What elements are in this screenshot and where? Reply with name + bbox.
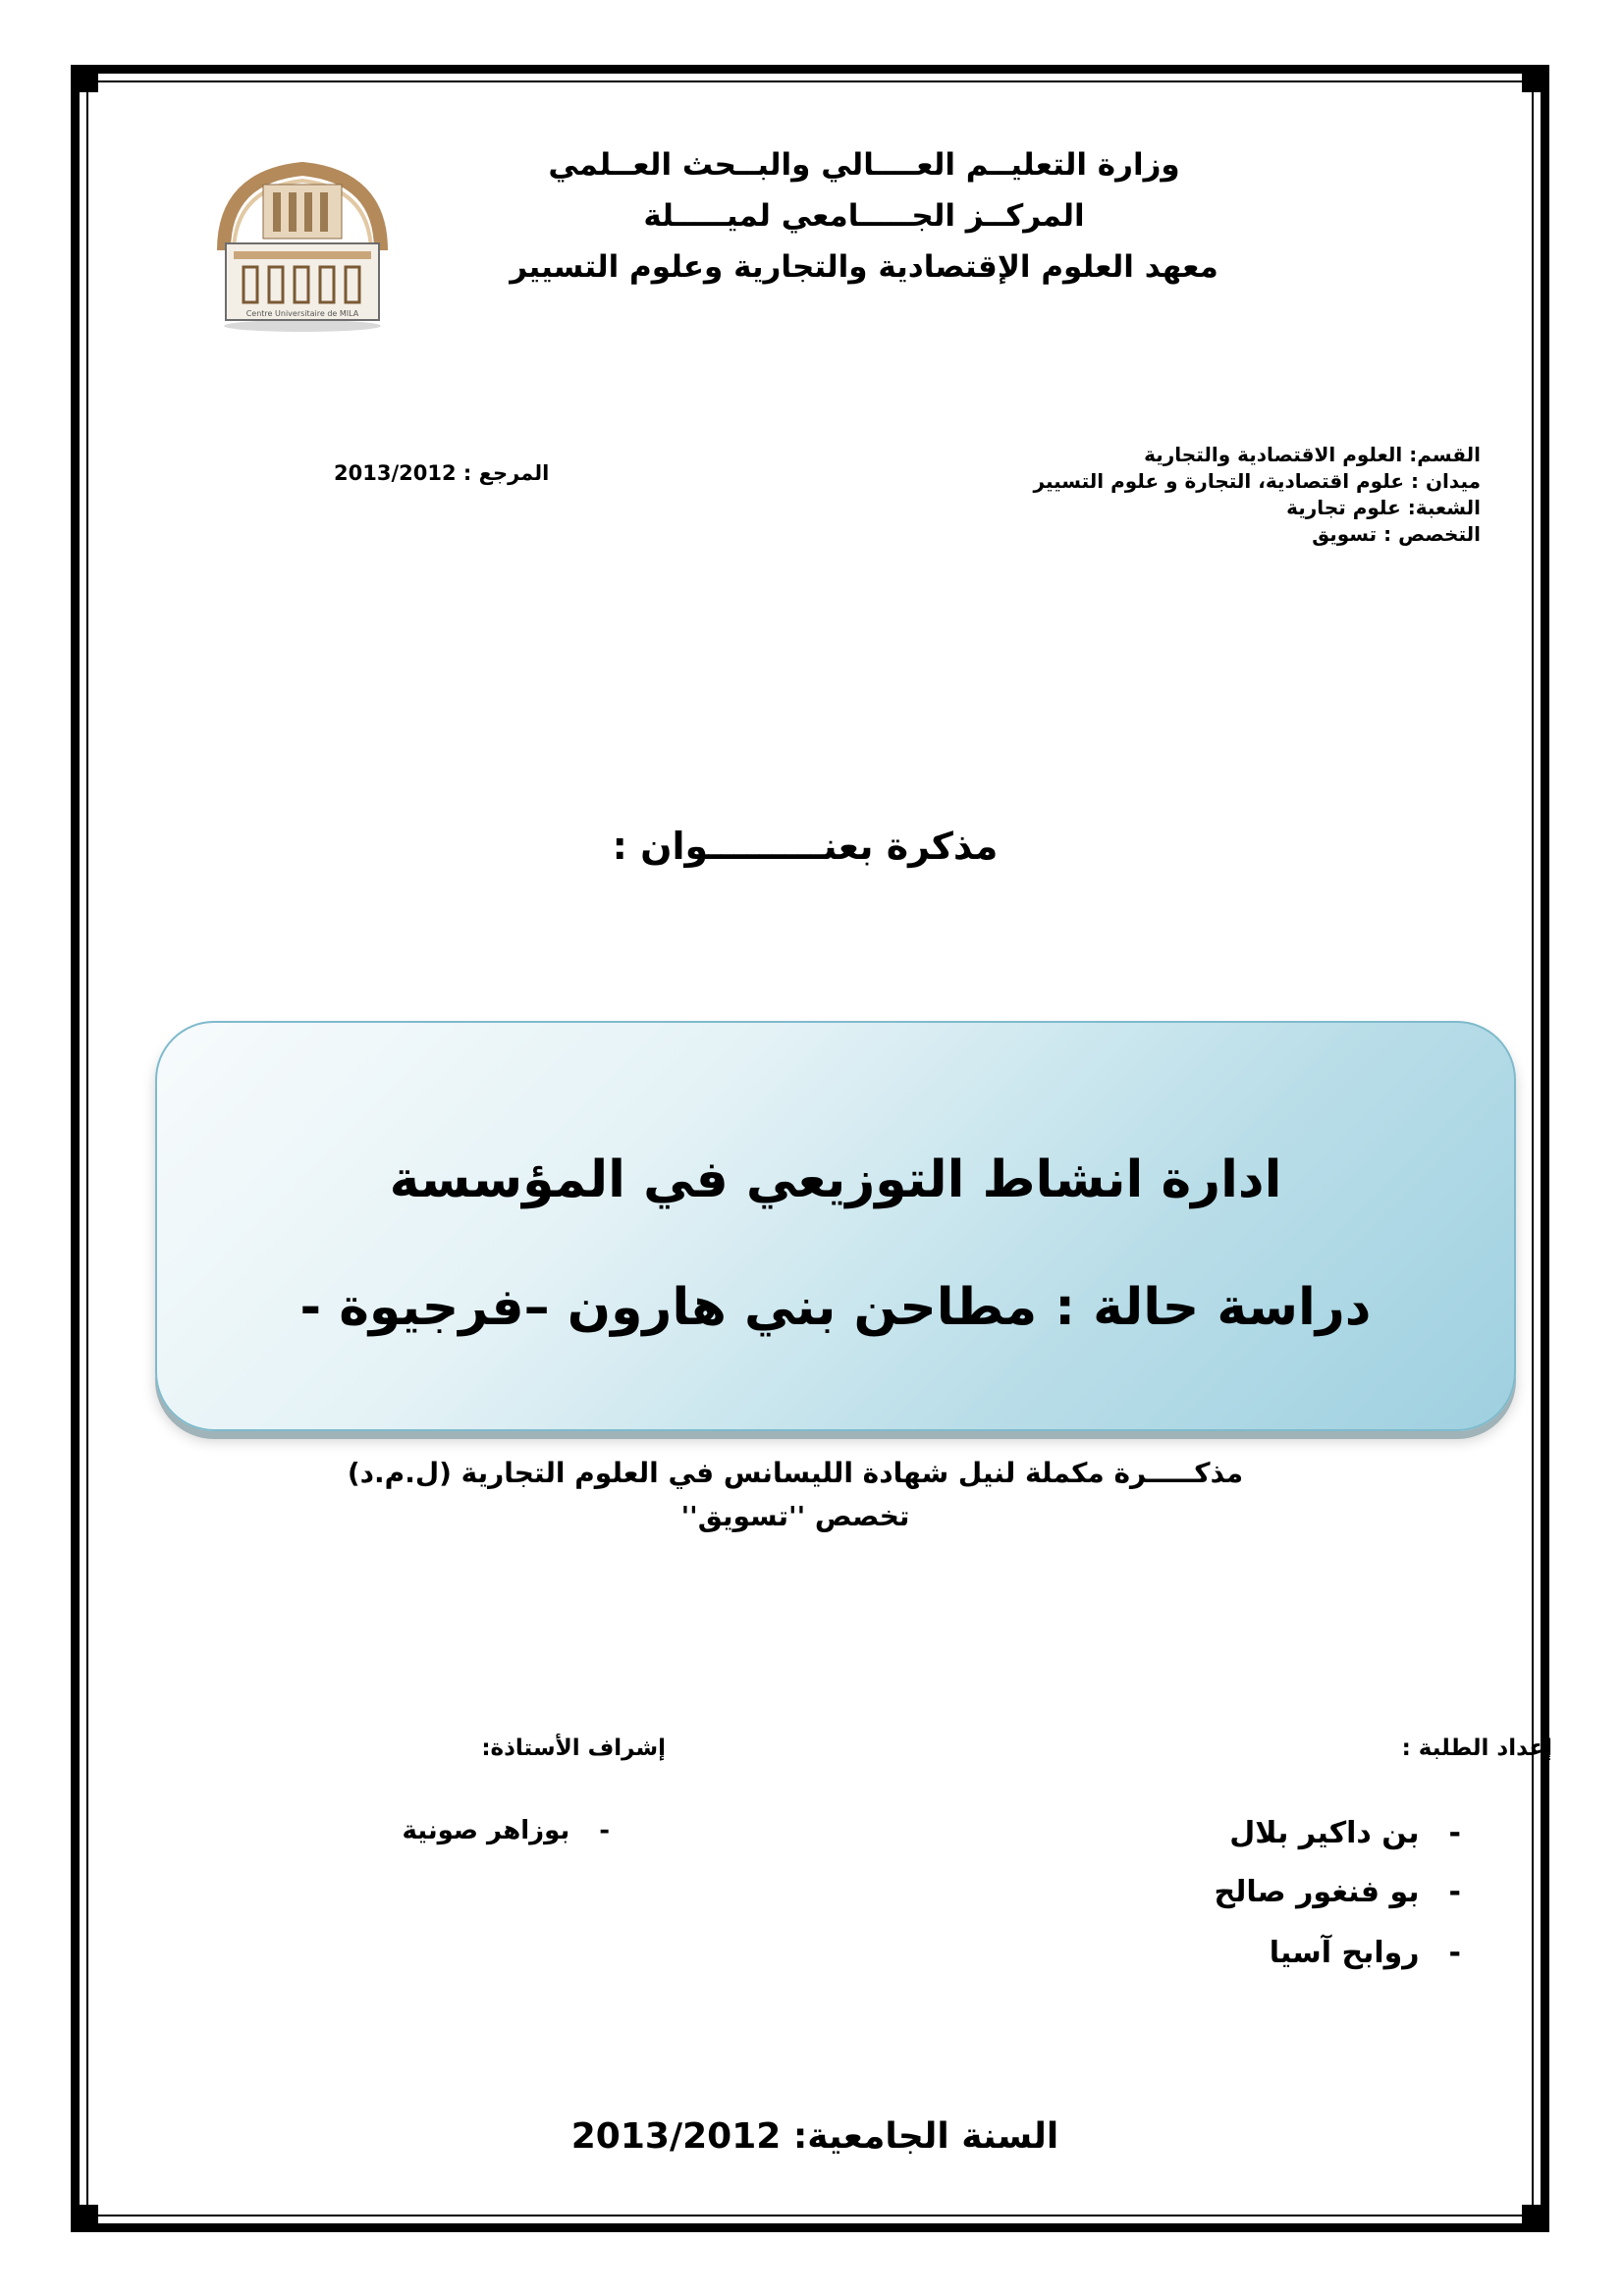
supervisor-label: إشراف الأستاذة:	[481, 1735, 666, 1761]
student-name-text: بو فنغور صالح	[1214, 1875, 1420, 1909]
list-dash: -	[1448, 1936, 1461, 1970]
list-dash: -	[1448, 1816, 1461, 1850]
case-study-title: دراسة حالة : مطاحن بني هارون –فرجيوة -	[299, 1278, 1372, 1337]
border-corner	[1522, 65, 1549, 92]
university-center-name: المركــز الجـــــامعي لميـــــلة	[643, 198, 1085, 234]
academic-year: السنة الجامعية: 2013/2012	[570, 2116, 1059, 2157]
list-dash: -	[1448, 1875, 1461, 1909]
institute-name: معهد العلوم الإقتصادية والتجارية وعلوم التسيير	[510, 249, 1218, 285]
specialty-line: التخصص : تسويق	[1312, 522, 1481, 546]
field-line: ميدان : علوم اقتصادية، التجارة و علوم التسيير	[1033, 469, 1481, 493]
degree-description: مذكـــــرة مكملة لنيل شهادة الليسانس في العلوم التجارية (ل.م.د)	[347, 1457, 1244, 1489]
department-line: القسم: العلوم الاقتصادية والتجارية	[1144, 443, 1481, 466]
student-name-text: روابح آسيا	[1269, 1936, 1420, 1970]
specialty-description: تخصص ''تسويق''	[680, 1500, 910, 1532]
reference-number: المرجع : 2013/2012	[334, 461, 550, 485]
border-corner	[71, 65, 98, 92]
memo-heading: مذكرة بعنـــــــــوان :	[612, 825, 999, 868]
student-name	[1215, 1875, 1461, 1909]
student-name	[1229, 1816, 1461, 1850]
supervisor-name	[402, 1816, 610, 1845]
border-corner	[71, 2205, 98, 2232]
border-corner	[1522, 2205, 1549, 2232]
list-dash: -	[599, 1816, 610, 1845]
logo-caption: Centre Universitaire de MILA	[245, 309, 359, 318]
student-name-text: بن داكير بلال	[1229, 1816, 1420, 1850]
students-label: إعداد الطلبة :	[1401, 1735, 1552, 1761]
supervisor-name-text: بوزاهر صونية	[402, 1816, 570, 1845]
thesis-title: ادارة انشاط التوزيعي في المؤسسة	[389, 1150, 1282, 1209]
university-logo	[204, 157, 401, 334]
title-box	[155, 1021, 1516, 1431]
student-name	[1270, 1936, 1461, 1970]
academic-info	[793, 442, 1481, 548]
ministry-name: وزارة التعليــم العــــالي والبــحث العــلمي	[548, 147, 1180, 183]
branch-line: الشعبة: علوم تجارية	[1286, 496, 1481, 519]
